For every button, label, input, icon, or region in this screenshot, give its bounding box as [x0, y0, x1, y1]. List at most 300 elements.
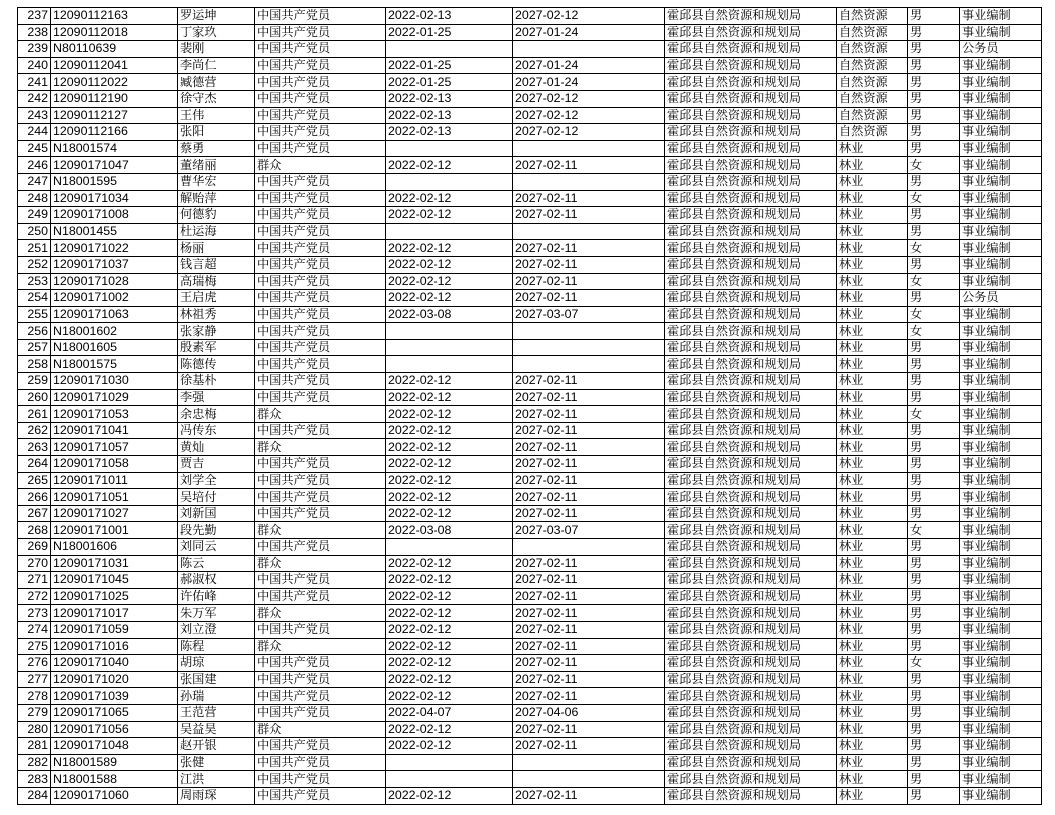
end-date-cell [513, 339, 665, 356]
table-row [18, 522, 1042, 539]
person-name-cell: 贾吉 [178, 456, 255, 473]
row-number-cell: 261 [18, 406, 51, 423]
person-name-cell: 王范营 [178, 704, 255, 721]
end-date-cell: 2027-02-11 [513, 290, 665, 307]
political-status-cell: 群众 [255, 406, 386, 423]
staff-type-cell: 事业编制 [960, 256, 1042, 273]
unit-cell: 霍邱县自然资源和规划局 [665, 223, 837, 240]
row-number-cell: 254 [18, 290, 51, 307]
end-date-cell [513, 771, 665, 788]
id-code-cell: 12090171029 [51, 389, 178, 406]
id-code-cell: N18001574 [51, 140, 178, 157]
start-date-cell: 2022-02-12 [386, 638, 513, 655]
end-date-cell: 2027-02-11 [513, 207, 665, 224]
start-date-cell: 2022-02-12 [386, 688, 513, 705]
field-cell: 林业 [837, 655, 908, 672]
row-number-cell: 239 [18, 41, 51, 58]
person-name-cell: 胡琼 [178, 655, 255, 672]
person-name-cell: 段先勤 [178, 522, 255, 539]
unit-cell: 霍邱县自然资源和规划局 [665, 240, 837, 257]
start-date-cell: 2022-03-08 [386, 522, 513, 539]
start-date-cell [386, 140, 513, 157]
end-date-cell: 2027-04-06 [513, 704, 665, 721]
row-number-cell: 257 [18, 339, 51, 356]
political-status-cell: 中国共产党员 [255, 621, 386, 638]
start-date-cell [386, 339, 513, 356]
field-cell: 林业 [837, 522, 908, 539]
gender-cell: 男 [908, 555, 960, 572]
field-cell: 林业 [837, 605, 908, 622]
political-status-cell: 中国共产党员 [255, 57, 386, 74]
start-date-cell: 2022-02-12 [386, 671, 513, 688]
end-date-cell [513, 323, 665, 340]
start-date-cell: 2022-01-25 [386, 74, 513, 91]
id-code-cell: 12090171060 [51, 787, 178, 804]
person-name-cell: 杜运海 [178, 223, 255, 240]
end-date-cell: 2027-02-11 [513, 373, 665, 390]
start-date-cell: 2022-02-12 [386, 373, 513, 390]
person-name-cell: 朱万军 [178, 605, 255, 622]
row-number-cell: 250 [18, 223, 51, 240]
staff-type-cell: 事业编制 [960, 157, 1042, 174]
person-name-cell: 罗运坤 [178, 8, 255, 25]
id-code-cell: N18001606 [51, 539, 178, 556]
id-code-cell: 12090171051 [51, 489, 178, 506]
unit-cell: 霍邱县自然资源和规划局 [665, 140, 837, 157]
unit-cell: 霍邱县自然资源和规划局 [665, 588, 837, 605]
gender-cell: 男 [908, 771, 960, 788]
field-cell: 林业 [837, 240, 908, 257]
end-date-cell: 2027-02-11 [513, 273, 665, 290]
gender-cell: 男 [908, 256, 960, 273]
political-status-cell: 中国共产党员 [255, 173, 386, 190]
political-status-cell: 群众 [255, 605, 386, 622]
id-code-cell: 12090171034 [51, 190, 178, 207]
field-cell: 自然资源 [837, 41, 908, 58]
staff-type-cell: 事业编制 [960, 638, 1042, 655]
political-status-cell: 中国共产党员 [255, 688, 386, 705]
person-name-cell: 王启虎 [178, 290, 255, 307]
person-name-cell: 赵开银 [178, 738, 255, 755]
start-date-cell: 2022-02-12 [386, 472, 513, 489]
id-code-cell: 12090171065 [51, 704, 178, 721]
field-cell: 自然资源 [837, 90, 908, 107]
end-date-cell: 2027-01-24 [513, 24, 665, 41]
start-date-cell: 2022-02-12 [386, 605, 513, 622]
political-status-cell: 中国共产党员 [255, 223, 386, 240]
person-name-cell: 李尚仁 [178, 57, 255, 74]
unit-cell: 霍邱县自然资源和规划局 [665, 572, 837, 589]
start-date-cell [386, 41, 513, 58]
field-cell: 林业 [837, 422, 908, 439]
table-row [18, 207, 1042, 224]
unit-cell: 霍邱县自然资源和规划局 [665, 456, 837, 473]
end-date-cell: 2027-02-12 [513, 90, 665, 107]
id-code-cell: 12090171027 [51, 505, 178, 522]
field-cell: 林业 [837, 754, 908, 771]
staff-type-cell: 事业编制 [960, 704, 1042, 721]
field-cell: 林业 [837, 489, 908, 506]
unit-cell: 霍邱县自然资源和规划局 [665, 124, 837, 141]
start-date-cell [386, 356, 513, 373]
start-date-cell: 2022-02-12 [386, 422, 513, 439]
gender-cell: 男 [908, 57, 960, 74]
person-name-cell: 陈云 [178, 555, 255, 572]
gender-cell: 女 [908, 240, 960, 257]
gender-cell: 男 [908, 489, 960, 506]
row-number-cell: 242 [18, 90, 51, 107]
end-date-cell: 2027-02-11 [513, 256, 665, 273]
start-date-cell: 2022-02-12 [386, 190, 513, 207]
end-date-cell: 2027-02-11 [513, 190, 665, 207]
field-cell: 林业 [837, 439, 908, 456]
gender-cell: 男 [908, 738, 960, 755]
row-number-cell: 276 [18, 655, 51, 672]
political-status-cell: 中国共产党员 [255, 323, 386, 340]
gender-cell: 男 [908, 588, 960, 605]
person-name-cell: 周雨琛 [178, 787, 255, 804]
field-cell: 林业 [837, 671, 908, 688]
person-name-cell: 冯传东 [178, 422, 255, 439]
row-number-cell: 274 [18, 621, 51, 638]
id-code-cell: N18001605 [51, 339, 178, 356]
person-name-cell: 陈程 [178, 638, 255, 655]
id-code-cell: 12090171037 [51, 256, 178, 273]
unit-cell: 霍邱县自然资源和规划局 [665, 522, 837, 539]
person-name-cell: 刘新国 [178, 505, 255, 522]
field-cell: 自然资源 [837, 124, 908, 141]
table-row [18, 173, 1042, 190]
table-row [18, 406, 1042, 423]
start-date-cell: 2022-02-12 [386, 787, 513, 804]
staff-type-cell: 事业编制 [960, 90, 1042, 107]
end-date-cell: 2027-02-11 [513, 738, 665, 755]
person-name-cell: 黄灿 [178, 439, 255, 456]
start-date-cell: 2022-01-25 [386, 57, 513, 74]
person-name-cell: 李强 [178, 389, 255, 406]
row-number-cell: 264 [18, 456, 51, 473]
field-cell: 林业 [837, 505, 908, 522]
row-number-cell: 275 [18, 638, 51, 655]
political-status-cell: 中国共产党员 [255, 505, 386, 522]
table-body [18, 8, 1042, 805]
id-code-cell: 12090171041 [51, 422, 178, 439]
political-status-cell: 中国共产党员 [255, 124, 386, 141]
end-date-cell [513, 41, 665, 58]
table-row [18, 74, 1042, 91]
table-row [18, 356, 1042, 373]
end-date-cell: 2027-02-11 [513, 605, 665, 622]
row-number-cell: 282 [18, 754, 51, 771]
staff-type-cell: 事业编制 [960, 621, 1042, 638]
unit-cell: 霍邱县自然资源和规划局 [665, 704, 837, 721]
field-cell: 林业 [837, 621, 908, 638]
gender-cell: 男 [908, 688, 960, 705]
end-date-cell: 2027-02-11 [513, 406, 665, 423]
staff-type-cell: 公务员 [960, 41, 1042, 58]
table-row [18, 605, 1042, 622]
unit-cell: 霍邱县自然资源和规划局 [665, 173, 837, 190]
end-date-cell: 2027-02-11 [513, 588, 665, 605]
end-date-cell: 2027-02-11 [513, 439, 665, 456]
start-date-cell: 2022-02-12 [386, 290, 513, 307]
gender-cell: 男 [908, 41, 960, 58]
id-code-cell: 12090112018 [51, 24, 178, 41]
id-code-cell: 12090171028 [51, 273, 178, 290]
row-number-cell: 269 [18, 539, 51, 556]
political-status-cell: 中国共产党员 [255, 704, 386, 721]
row-number-cell: 279 [18, 704, 51, 721]
person-name-cell: 余忠梅 [178, 406, 255, 423]
row-number-cell: 244 [18, 124, 51, 141]
political-status-cell: 群众 [255, 522, 386, 539]
id-code-cell: 12090112166 [51, 124, 178, 141]
end-date-cell: 2027-02-11 [513, 555, 665, 572]
end-date-cell: 2027-02-11 [513, 787, 665, 804]
unit-cell: 霍邱县自然资源和规划局 [665, 373, 837, 390]
staff-type-cell: 事业编制 [960, 671, 1042, 688]
person-name-cell: 张家静 [178, 323, 255, 340]
person-name-cell: 解贻萍 [178, 190, 255, 207]
political-status-cell: 中国共产党员 [255, 787, 386, 804]
person-name-cell: 张健 [178, 754, 255, 771]
political-status-cell: 中国共产党员 [255, 290, 386, 307]
staff-type-cell: 事业编制 [960, 771, 1042, 788]
start-date-cell: 2022-02-12 [386, 207, 513, 224]
id-code-cell: 12090171016 [51, 638, 178, 655]
person-name-cell: 许佑峰 [178, 588, 255, 605]
id-code-cell: 12090171059 [51, 621, 178, 638]
unit-cell: 霍邱县自然资源和规划局 [665, 290, 837, 307]
table-row [18, 339, 1042, 356]
unit-cell: 霍邱县自然资源和规划局 [665, 605, 837, 622]
field-cell: 林业 [837, 306, 908, 323]
table-row [18, 422, 1042, 439]
staff-type-cell: 事业编制 [960, 588, 1042, 605]
unit-cell: 霍邱县自然资源和规划局 [665, 671, 837, 688]
political-status-cell: 中国共产党员 [255, 306, 386, 323]
staff-type-cell: 事业编制 [960, 8, 1042, 25]
political-status-cell: 中国共产党员 [255, 107, 386, 124]
person-name-cell: 殷素军 [178, 339, 255, 356]
row-number-cell: 237 [18, 8, 51, 25]
unit-cell: 霍邱县自然资源和规划局 [665, 555, 837, 572]
end-date-cell [513, 356, 665, 373]
gender-cell: 男 [908, 173, 960, 190]
row-number-cell: 246 [18, 157, 51, 174]
end-date-cell [513, 754, 665, 771]
table-row [18, 721, 1042, 738]
person-name-cell: 董绪丽 [178, 157, 255, 174]
id-code-cell: 12090171031 [51, 555, 178, 572]
start-date-cell: 2022-02-12 [386, 389, 513, 406]
staff-type-cell: 事业编制 [960, 505, 1042, 522]
gender-cell: 男 [908, 389, 960, 406]
row-number-cell: 272 [18, 588, 51, 605]
row-number-cell: 245 [18, 140, 51, 157]
political-status-cell: 群众 [255, 555, 386, 572]
table-row [18, 290, 1042, 307]
start-date-cell: 2022-03-08 [386, 306, 513, 323]
staff-type-cell: 事业编制 [960, 738, 1042, 755]
staff-type-cell: 事业编制 [960, 207, 1042, 224]
row-number-cell: 278 [18, 688, 51, 705]
unit-cell: 霍邱县自然资源和规划局 [665, 422, 837, 439]
table-row [18, 588, 1042, 605]
end-date-cell: 2027-02-11 [513, 638, 665, 655]
staff-type-cell: 事业编制 [960, 655, 1042, 672]
start-date-cell: 2022-01-25 [386, 24, 513, 41]
field-cell: 林业 [837, 356, 908, 373]
field-cell: 自然资源 [837, 8, 908, 25]
start-date-cell [386, 539, 513, 556]
gender-cell: 男 [908, 638, 960, 655]
table-row [18, 655, 1042, 672]
gender-cell: 男 [908, 754, 960, 771]
end-date-cell: 2027-02-11 [513, 655, 665, 672]
unit-cell: 霍邱县自然资源和规划局 [665, 655, 837, 672]
gender-cell: 男 [908, 24, 960, 41]
person-name-cell: 臧德营 [178, 74, 255, 91]
start-date-cell: 2022-02-12 [386, 489, 513, 506]
end-date-cell: 2027-02-11 [513, 240, 665, 257]
field-cell: 林业 [837, 572, 908, 589]
id-code-cell: 12090171008 [51, 207, 178, 224]
field-cell: 林业 [837, 140, 908, 157]
staff-type-cell: 事业编制 [960, 190, 1042, 207]
table-row [18, 489, 1042, 506]
id-code-cell: 12090171063 [51, 306, 178, 323]
staff-type-cell: 事业编制 [960, 373, 1042, 390]
unit-cell: 霍邱县自然资源和规划局 [665, 406, 837, 423]
political-status-cell: 中国共产党员 [255, 207, 386, 224]
field-cell: 林业 [837, 472, 908, 489]
person-name-cell: 王伟 [178, 107, 255, 124]
gender-cell: 女 [908, 306, 960, 323]
gender-cell: 男 [908, 107, 960, 124]
row-number-cell: 259 [18, 373, 51, 390]
staff-type-cell: 事业编制 [960, 422, 1042, 439]
unit-cell: 霍邱县自然资源和规划局 [665, 24, 837, 41]
staff-type-cell: 事业编制 [960, 124, 1042, 141]
staff-type-cell: 事业编制 [960, 223, 1042, 240]
staff-type-cell: 公务员 [960, 290, 1042, 307]
field-cell: 林业 [837, 704, 908, 721]
end-date-cell: 2027-02-12 [513, 107, 665, 124]
field-cell: 林业 [837, 721, 908, 738]
table-row [18, 24, 1042, 41]
political-status-cell: 中国共产党员 [255, 339, 386, 356]
gender-cell: 男 [908, 671, 960, 688]
table-row [18, 704, 1042, 721]
field-cell: 林业 [837, 588, 908, 605]
staff-type-cell: 事业编制 [960, 107, 1042, 124]
end-date-cell: 2027-02-11 [513, 572, 665, 589]
unit-cell: 霍邱县自然资源和规划局 [665, 638, 837, 655]
political-status-cell: 中国共产党员 [255, 240, 386, 257]
staff-type-cell: 事业编制 [960, 306, 1042, 323]
end-date-cell: 2027-02-11 [513, 505, 665, 522]
political-status-cell: 中国共产党员 [255, 539, 386, 556]
gender-cell: 女 [908, 323, 960, 340]
staff-type-cell: 事业编制 [960, 356, 1042, 373]
field-cell: 林业 [837, 389, 908, 406]
table-row [18, 306, 1042, 323]
row-number-cell: 241 [18, 74, 51, 91]
gender-cell: 男 [908, 8, 960, 25]
gender-cell: 男 [908, 539, 960, 556]
person-name-cell: 钱言超 [178, 256, 255, 273]
political-status-cell: 中国共产党员 [255, 754, 386, 771]
staff-type-cell: 事业编制 [960, 339, 1042, 356]
staff-type-cell: 事业编制 [960, 389, 1042, 406]
unit-cell: 霍邱县自然资源和规划局 [665, 389, 837, 406]
table-row [18, 41, 1042, 58]
id-code-cell: 12090171040 [51, 655, 178, 672]
start-date-cell: 2022-02-12 [386, 572, 513, 589]
table-row [18, 787, 1042, 804]
table-row [18, 190, 1042, 207]
id-code-cell: 12090171045 [51, 572, 178, 589]
id-code-cell: N18001589 [51, 754, 178, 771]
unit-cell: 霍邱县自然资源和规划局 [665, 771, 837, 788]
table-row [18, 738, 1042, 755]
field-cell: 林业 [837, 256, 908, 273]
staff-type-cell: 事业编制 [960, 721, 1042, 738]
id-code-cell: 12090171030 [51, 373, 178, 390]
row-number-cell: 252 [18, 256, 51, 273]
gender-cell: 男 [908, 207, 960, 224]
person-name-cell: 杨丽 [178, 240, 255, 257]
field-cell: 林业 [837, 173, 908, 190]
political-status-cell: 中国共产党员 [255, 190, 386, 207]
end-date-cell: 2027-03-07 [513, 522, 665, 539]
id-code-cell: 12090171025 [51, 588, 178, 605]
gender-cell: 男 [908, 704, 960, 721]
table-row [18, 505, 1042, 522]
id-code-cell: 12090112022 [51, 74, 178, 91]
table-row [18, 555, 1042, 572]
unit-cell: 霍邱县自然资源和规划局 [665, 157, 837, 174]
political-status-cell: 群众 [255, 157, 386, 174]
id-code-cell: 12090171022 [51, 240, 178, 257]
table-row [18, 456, 1042, 473]
unit-cell: 霍邱县自然资源和规划局 [665, 41, 837, 58]
political-status-cell: 中国共产党员 [255, 456, 386, 473]
id-code-cell: 12090171048 [51, 738, 178, 755]
gender-cell: 男 [908, 290, 960, 307]
staff-type-cell: 事业编制 [960, 57, 1042, 74]
gender-cell: 男 [908, 456, 960, 473]
table-row [18, 671, 1042, 688]
staff-type-cell: 事业编制 [960, 240, 1042, 257]
unit-cell: 霍邱县自然资源和规划局 [665, 190, 837, 207]
table-row [18, 754, 1042, 771]
staff-type-cell: 事业编制 [960, 605, 1042, 622]
field-cell: 自然资源 [837, 74, 908, 91]
person-name-cell: 刘学全 [178, 472, 255, 489]
political-status-cell: 中国共产党员 [255, 356, 386, 373]
id-code-cell: 12090171017 [51, 605, 178, 622]
table-row [18, 273, 1042, 290]
row-number-cell: 281 [18, 738, 51, 755]
unit-cell: 霍邱县自然资源和规划局 [665, 539, 837, 556]
end-date-cell: 2027-02-11 [513, 621, 665, 638]
start-date-cell [386, 173, 513, 190]
gender-cell: 男 [908, 422, 960, 439]
end-date-cell: 2027-02-11 [513, 157, 665, 174]
political-status-cell: 中国共产党员 [255, 90, 386, 107]
